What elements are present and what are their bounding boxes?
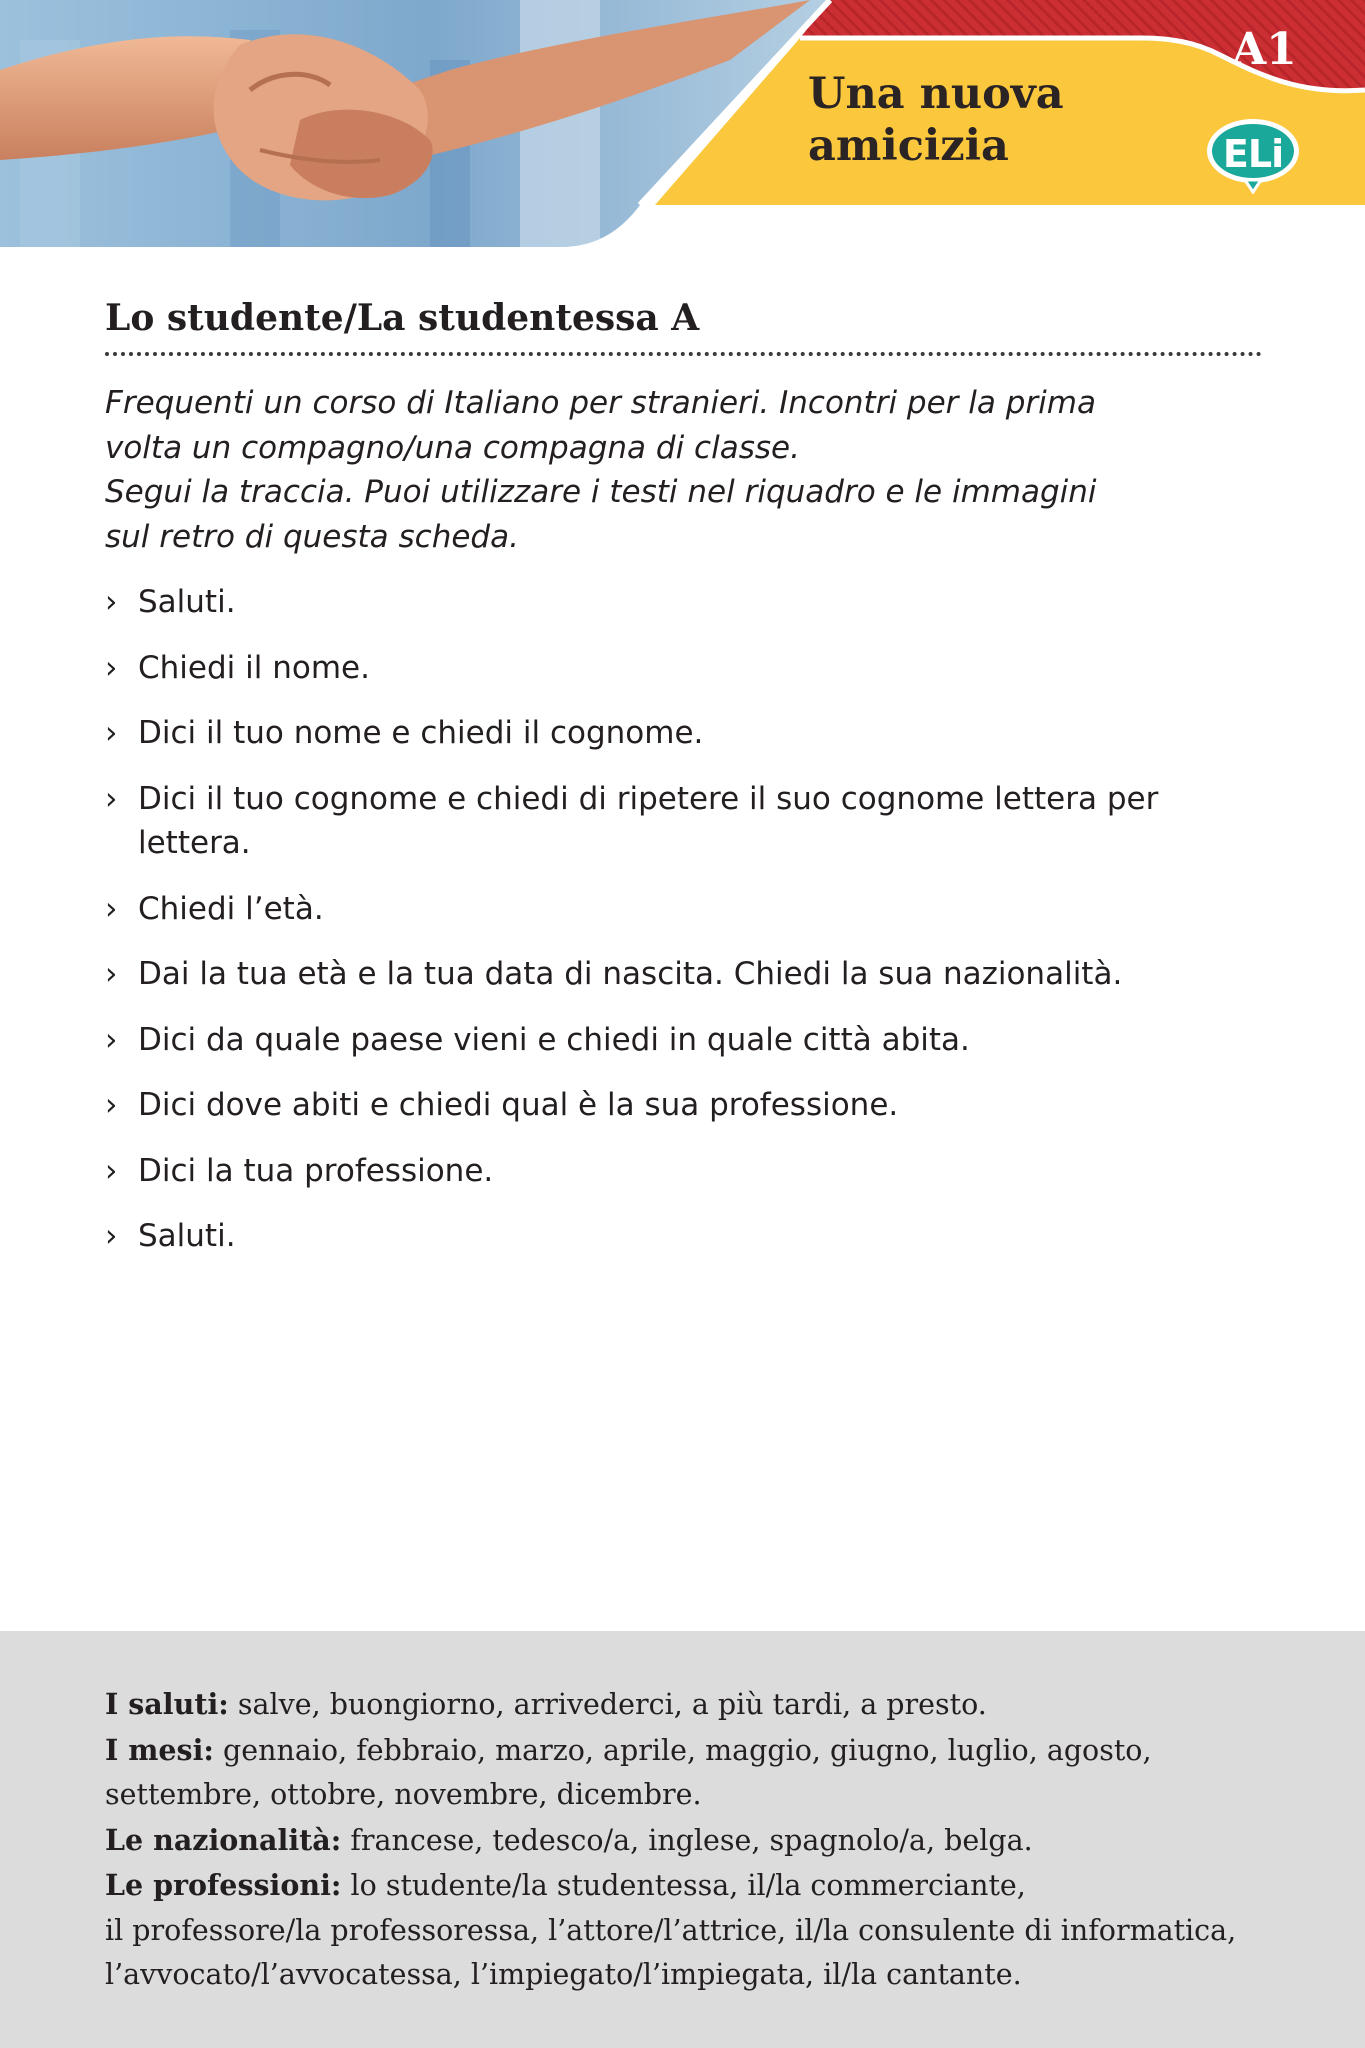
task-step-text: Dici la tua professione. bbox=[138, 1152, 494, 1189]
task-step-text: Dici il tuo nome e chiedi il cognome. bbox=[138, 715, 704, 751]
header-banner bbox=[0, 0, 1365, 250]
vocab-professions-cont: l’avvocato/l’avvocatessa, l’impiegato/l’impiegata, il/la cantante. bbox=[105, 1958, 1022, 1991]
intro-line: Frequenti un corso di Italiano per stranieri. Incontri per la prima bbox=[105, 385, 1096, 421]
task-step-text: Chiedi l’età. bbox=[138, 890, 324, 927]
task-step bbox=[105, 1214, 1265, 1259]
chevron-right-icon: › bbox=[105, 890, 118, 927]
vocab-words: salve, buongiorno, arrivederci, a più tardi, a presto. bbox=[228, 1688, 987, 1721]
task-step-text: Dai la tua età e la tua data di nascita. Chiedi la sua nazionalità. bbox=[138, 956, 1123, 992]
vocab-months-cont: settembre, ottobre, novembre, dicembre. bbox=[105, 1778, 702, 1811]
task-step bbox=[105, 1149, 1265, 1194]
task-step-text: Dici dove abiti e chiedi qual è la sua professione. bbox=[138, 1087, 899, 1123]
chevron-right-icon: › bbox=[105, 1218, 118, 1254]
chevron-right-icon: › bbox=[105, 1021, 118, 1058]
card-title bbox=[808, 68, 1064, 172]
intro-paragraph bbox=[105, 381, 1265, 559]
task-step-text: Dici da quale paese vieni e chiedi in quale città abita. bbox=[138, 1021, 970, 1058]
task-step bbox=[105, 952, 1265, 997]
vocab-label: Le nazionalità: bbox=[105, 1822, 342, 1857]
chevron-right-icon: › bbox=[105, 780, 118, 817]
vocab-greetings bbox=[105, 1682, 1305, 1728]
task-step bbox=[105, 646, 1265, 691]
level-badge: A1 bbox=[1232, 24, 1297, 75]
vocab-words: lo studente/la studentessa, il/la commerciante, bbox=[341, 1869, 1026, 1902]
task-step bbox=[105, 711, 1265, 756]
task-step-text: Chiedi il nome. bbox=[138, 649, 370, 686]
task-step bbox=[105, 887, 1265, 932]
eli-logo bbox=[1203, 114, 1303, 194]
vocab-label: I saluti: bbox=[105, 1687, 229, 1721]
intro-line: volta un compagno/una compagna di classe. bbox=[105, 429, 800, 466]
card-title-line1: Una nuova bbox=[808, 69, 1064, 119]
task-step bbox=[105, 580, 1265, 625]
vocab-label: I mesi: bbox=[105, 1732, 214, 1767]
chevron-right-icon: › bbox=[105, 584, 118, 620]
intro-line: Segui la traccia. Puoi utilizzare i testi nel riquadro e le immagini bbox=[105, 474, 1097, 510]
vocabulary-text bbox=[105, 1682, 1305, 1998]
intro-line: sul retro di questa scheda. bbox=[105, 518, 519, 555]
task-step bbox=[105, 1018, 1265, 1063]
vocabulary-box bbox=[0, 1631, 1365, 2048]
vocab-months bbox=[105, 1728, 1305, 1774]
card-title-line2: amicizia bbox=[808, 121, 1009, 171]
vocab-professions-cont: il professore/la professoressa, l’attore/l’attrice, il/la consulente di informatica, bbox=[105, 1913, 1237, 1947]
task-step bbox=[105, 1083, 1265, 1128]
vocab-words: gennaio, febbraio, marzo, aprile, maggio, giugno, luglio, agosto, bbox=[213, 1733, 1152, 1767]
chevron-right-icon: › bbox=[105, 715, 118, 751]
vocab-label: Le professioni: bbox=[105, 1868, 342, 1902]
vocab-professions bbox=[105, 1863, 1305, 1909]
vocab-words: francese, tedesco/a, inglese, spagnolo/a, belga. bbox=[341, 1823, 1033, 1857]
vocab-nationalities bbox=[105, 1818, 1305, 1864]
chevron-right-icon: › bbox=[105, 649, 118, 686]
task-step-text: Saluti. bbox=[138, 584, 236, 620]
eli-logo-text: ELi bbox=[1222, 132, 1284, 176]
section-heading: Lo studente/La studentessa A bbox=[105, 297, 700, 339]
chevron-right-icon: › bbox=[105, 956, 118, 992]
chevron-right-icon: › bbox=[105, 1152, 118, 1189]
task-step bbox=[105, 777, 1265, 866]
handshake-photo-banner bbox=[0, 0, 1365, 250]
chevron-right-icon: › bbox=[105, 1087, 118, 1123]
task-step-text: Saluti. bbox=[138, 1218, 236, 1254]
task-step-text: Dici il tuo cognome e chiedi di ripetere il suo cognome lettera per lettera. bbox=[138, 780, 1159, 861]
dotted-divider bbox=[105, 352, 1262, 356]
task-steps-list bbox=[105, 580, 1265, 1280]
